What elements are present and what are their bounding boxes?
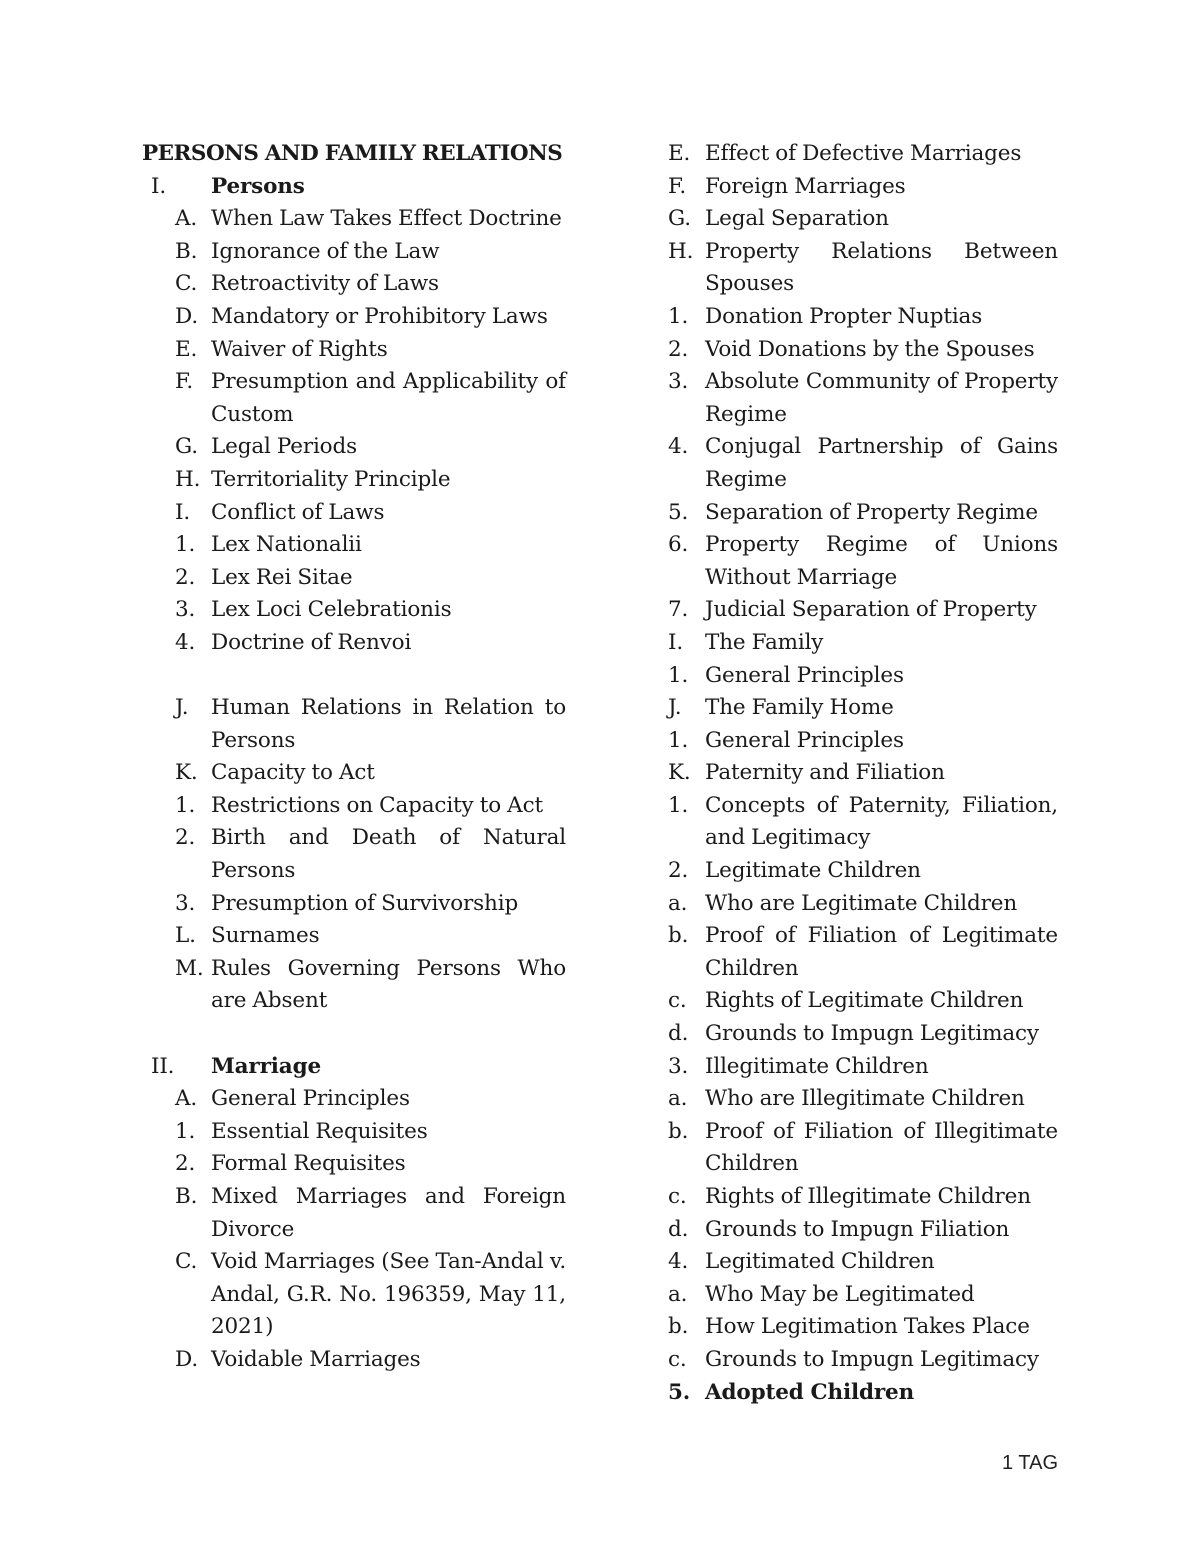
outline-item	[668, 529, 1058, 594]
item-text: Property Relations Between Spouses	[705, 238, 1058, 297]
outline-item	[142, 757, 566, 790]
item-text: Effect of Defective Marriages	[705, 141, 1022, 166]
item-text: When Law Takes Effect Doctrine	[211, 206, 562, 232]
item-marker: 1.	[668, 792, 689, 818]
item-marker: b.	[668, 1118, 689, 1144]
outline-item	[668, 1051, 1058, 1084]
item-marker: H.	[175, 466, 201, 492]
item-text: Territoriality Principle	[211, 466, 451, 492]
item-text: Surnames	[211, 923, 320, 949]
outline-item	[142, 1148, 566, 1181]
item-text: Lex Nationalii	[211, 532, 362, 558]
item-marker: 7.	[668, 597, 689, 623]
item-marker: G.	[668, 206, 691, 232]
outline-item	[668, 1344, 1058, 1377]
item-text: Marriage	[211, 1053, 321, 1079]
outline-item	[142, 1246, 566, 1344]
item-text: Rules Governing Persons Who are Absent	[211, 955, 566, 1014]
outline-item	[142, 627, 566, 660]
item-marker: 2.	[175, 825, 196, 851]
item-text: Restrictions on Capacity to Act	[211, 792, 543, 818]
outline-item	[142, 1083, 566, 1116]
outline-item	[668, 1377, 1058, 1410]
item-marker: 4.	[668, 1249, 689, 1275]
item-text: General Principles	[211, 1086, 410, 1112]
outline-item	[668, 985, 1058, 1018]
item-marker: E.	[175, 336, 198, 362]
item-marker: 5.	[668, 499, 689, 525]
item-text: Concepts of Paternity, Filiation, and Legitimacy	[705, 792, 1058, 851]
item-marker: 1.	[668, 727, 689, 753]
item-marker: 3.	[175, 597, 196, 623]
item-text: Grounds to Impugn Filiation	[705, 1216, 1010, 1242]
item-text: Legitimate Children	[705, 858, 921, 884]
item-text: Lex Loci Celebrationis	[211, 597, 452, 623]
item-text: Waiver of Rights	[211, 336, 388, 362]
item-marker: I.	[668, 629, 684, 655]
item-text: Legal Periods	[211, 434, 357, 460]
outline-item	[668, 138, 1058, 171]
item-text: Foreign Marriages	[705, 173, 906, 199]
outline-item	[668, 1018, 1058, 1051]
item-text: Judicial Separation of Property	[705, 597, 1037, 623]
outline-item	[668, 855, 1058, 888]
item-marker: d.	[668, 1216, 689, 1242]
item-marker: b.	[668, 923, 689, 949]
item-marker: B.	[175, 238, 198, 264]
item-text: Property Regime of Unions Without Marriage	[705, 532, 1058, 590]
item-marker: 1.	[668, 303, 689, 329]
item-marker: 3.	[175, 890, 196, 916]
outline-item	[142, 1181, 566, 1246]
outline-item	[668, 334, 1058, 367]
outline-item	[668, 1311, 1058, 1344]
section-heading	[142, 1051, 566, 1084]
item-text: Legitimated Children	[705, 1249, 935, 1275]
item-marker: K.	[668, 760, 691, 786]
item-text: Legal Separation	[705, 206, 889, 232]
item-marker: C.	[175, 1249, 198, 1275]
outline-item	[142, 953, 566, 1018]
outline-item	[668, 888, 1058, 921]
item-text: Illegitimate Children	[705, 1053, 929, 1079]
item-marker: F.	[668, 173, 687, 199]
outline-item	[668, 497, 1058, 530]
item-marker: G.	[175, 434, 198, 460]
outline-item	[142, 236, 566, 269]
item-marker: b.	[668, 1314, 689, 1340]
item-text: Formal Requisites	[211, 1151, 406, 1177]
outline-item	[668, 301, 1058, 334]
item-marker: c.	[668, 988, 687, 1014]
item-text: Conjugal Partnership of Gains Regime	[705, 434, 1058, 492]
outline-item	[142, 366, 566, 431]
item-marker: 1.	[668, 662, 689, 688]
item-marker: 1.	[175, 532, 196, 558]
outline-item	[142, 1116, 566, 1149]
item-marker: M.	[175, 955, 204, 981]
outline-item	[142, 431, 566, 464]
item-text: Human Relations in Relation to Persons	[211, 695, 566, 753]
item-marker: A.	[175, 1086, 198, 1112]
outline-item	[142, 301, 566, 334]
outline-item	[668, 1246, 1058, 1279]
outline-item	[668, 366, 1058, 431]
outline-item	[142, 790, 566, 823]
outline-item	[142, 203, 566, 236]
item-text: Who are Legitimate Children	[705, 890, 1018, 916]
section-heading	[142, 171, 566, 204]
item-text: Proof of Filiation of Illegitimate Children	[705, 1118, 1058, 1177]
item-text: Who May be Legitimated	[705, 1281, 975, 1307]
outline-item	[668, 1181, 1058, 1214]
item-marker: a.	[668, 890, 688, 916]
item-marker: d.	[668, 1021, 689, 1047]
page-footer: 1 TAG	[1002, 1452, 1058, 1474]
item-text: General Principles	[705, 727, 904, 753]
item-text: Voidable Marriages	[211, 1346, 421, 1372]
outline-item	[668, 203, 1058, 236]
item-marker: a.	[668, 1086, 688, 1112]
outline-item	[142, 334, 566, 367]
item-marker: II.	[151, 1053, 175, 1079]
outline-item	[142, 464, 566, 497]
item-text: Proof of Filiation of Legitimate Children	[705, 923, 1058, 981]
item-marker: 2.	[175, 564, 196, 590]
item-text: Capacity to Act	[211, 760, 375, 786]
item-text: The Family	[705, 629, 824, 655]
item-marker: D.	[175, 1346, 199, 1372]
outline-item	[668, 1116, 1058, 1181]
item-text: Presumption of Survivorship	[211, 890, 519, 916]
item-text: Separation of Property Regime	[705, 499, 1038, 525]
outline-item	[668, 790, 1058, 855]
item-marker: 5.	[668, 1379, 691, 1405]
item-marker: L.	[175, 923, 196, 949]
item-text: Grounds to Impugn Legitimacy	[705, 1021, 1039, 1047]
item-marker: 1.	[175, 792, 196, 818]
item-marker: H.	[668, 238, 694, 264]
outline-item	[668, 594, 1058, 627]
item-text: Doctrine of Renvoi	[211, 629, 412, 655]
outline-item	[668, 431, 1058, 496]
outline-item	[142, 692, 566, 757]
outline-item	[668, 1214, 1058, 1247]
item-text: Grounds to Impugn Legitimacy	[705, 1346, 1039, 1372]
item-text: Retroactivity of Laws	[211, 271, 439, 297]
right-column	[668, 138, 1058, 1409]
item-marker: 4.	[175, 629, 196, 655]
item-text: Persons	[211, 173, 305, 199]
blank-line	[142, 660, 566, 693]
item-marker: C.	[175, 271, 198, 297]
outline-item	[142, 594, 566, 627]
item-text: Donation Propter Nuptias	[705, 303, 983, 329]
item-text: Presumption and Applicability of Custom	[211, 369, 566, 427]
item-text: Birth and Death of Natural Persons	[211, 825, 566, 884]
item-marker: 2.	[668, 858, 689, 884]
item-text: General Principles	[705, 662, 904, 688]
item-text: Mixed Marriages and Foreign Divorce	[211, 1184, 566, 1242]
item-marker: 2.	[668, 336, 689, 362]
item-text: Rights of Legitimate Children	[705, 988, 1024, 1014]
outline-item	[668, 757, 1058, 790]
item-marker: c.	[668, 1184, 687, 1209]
outline-item	[142, 497, 566, 530]
item-text: Paternity and Filiation	[705, 760, 945, 786]
item-text: Void Donations by the Spouses	[705, 336, 1035, 362]
item-marker: 3.	[668, 369, 689, 395]
item-text: Conflict of Laws	[211, 499, 385, 525]
item-text: How Legitimation Takes Place	[705, 1314, 1030, 1340]
outline-item	[668, 660, 1058, 693]
outline-item	[668, 236, 1058, 301]
page-title: PERSONS AND FAMILY RELATIONS	[142, 141, 563, 166]
outline-item	[668, 627, 1058, 660]
item-text: Absolute Community of Property Regime	[705, 369, 1058, 427]
outline-item	[142, 529, 566, 562]
item-marker: a.	[668, 1281, 688, 1307]
outline-item	[668, 920, 1058, 985]
item-marker: 2.	[175, 1151, 196, 1177]
item-marker: c.	[668, 1346, 687, 1372]
item-marker: 6.	[668, 532, 689, 558]
item-text: Who are Illegitimate Children	[705, 1086, 1025, 1112]
item-marker: 3.	[668, 1053, 689, 1079]
outline-item	[142, 268, 566, 301]
outline-item	[668, 1279, 1058, 1312]
outline-item	[668, 171, 1058, 204]
item-text: Adopted Children	[705, 1379, 915, 1405]
item-marker: K.	[175, 760, 198, 786]
item-marker: J.	[668, 695, 682, 721]
item-marker: E.	[668, 141, 691, 166]
item-marker: 4.	[668, 434, 689, 460]
outline-item	[668, 692, 1058, 725]
outline-item	[142, 1344, 566, 1377]
outline-item	[668, 1083, 1058, 1116]
item-marker: I.	[175, 499, 191, 525]
outline-item	[668, 725, 1058, 758]
left-column	[142, 138, 566, 1377]
item-marker: B.	[175, 1184, 198, 1209]
item-text: Rights of Illegitimate Children	[705, 1184, 1031, 1209]
item-text: Mandatory or Prohibitory Laws	[211, 303, 548, 329]
item-marker: A.	[175, 206, 198, 232]
item-marker: F.	[175, 369, 194, 395]
blank-line	[142, 1018, 566, 1051]
item-text: Lex Rei Sitae	[211, 564, 353, 590]
item-marker: I.	[151, 173, 167, 199]
item-text: Essential Requisites	[211, 1118, 428, 1144]
outline-item	[142, 822, 566, 887]
item-marker: 1.	[175, 1118, 196, 1144]
item-text: Void Marriages (See Tan-Andal v. Andal, G.R. No. 196359, May 11, 2021)	[211, 1249, 566, 1340]
outline-item	[142, 920, 566, 953]
item-text: The Family Home	[705, 695, 894, 721]
item-marker: D.	[175, 303, 199, 329]
outline-item	[142, 562, 566, 595]
outline-item	[142, 888, 566, 921]
item-text: Ignorance of the Law	[211, 238, 440, 264]
item-marker: J.	[175, 695, 189, 721]
